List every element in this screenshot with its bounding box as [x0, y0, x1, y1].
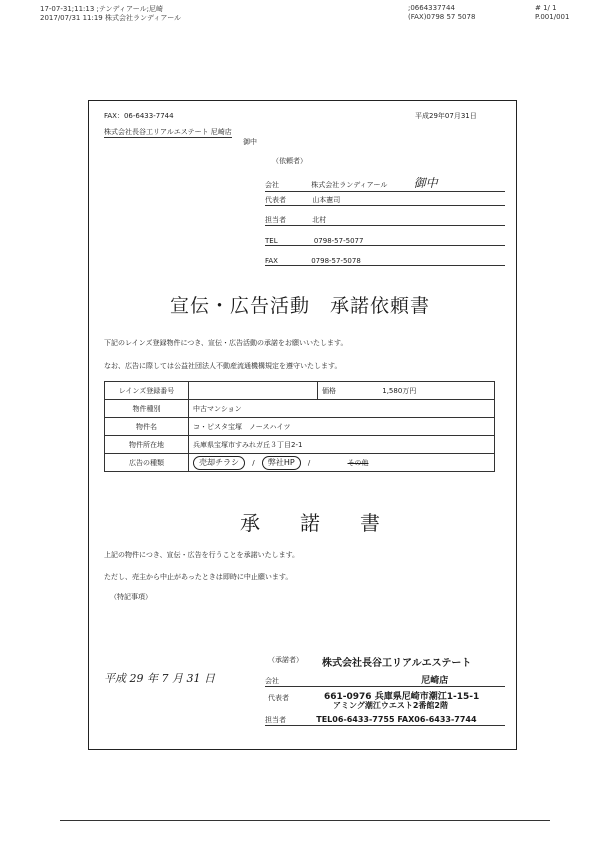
fax-header-left-top: 17-07-31;11:13 ;テンディアール;尼崎: [40, 5, 163, 13]
approver-address-2: アミング潮江ウエスト2番館2階: [333, 701, 448, 710]
table-row: [105, 382, 495, 400]
sender-company: 株式会社ランディアール: [311, 181, 388, 189]
sender-fax-row: [265, 257, 505, 266]
sender-contact-label: 担当者: [265, 216, 286, 224]
price-value: 1,580万円: [382, 386, 417, 395]
method-cell: [189, 454, 495, 472]
method-label: 広告の種類: [105, 454, 189, 472]
sender-tel-row: [265, 237, 505, 246]
method-other-struck: その他: [347, 458, 369, 467]
approval-line-2: ただし、売主から中止があったときは即時に中止願います。: [104, 573, 293, 581]
fax-to-number: FAX：06-6433-7744: [104, 112, 174, 120]
approval-special-note: （特記事項）: [110, 593, 152, 601]
approver-rep-label: 代表者: [268, 694, 289, 702]
reins-value: [189, 382, 318, 400]
table-row: [105, 454, 495, 472]
method-hp: 弊社HP: [262, 456, 301, 470]
addressee: 株式会社長谷工リアルエステート 尼崎店: [104, 128, 232, 136]
sender-rep-row: [265, 195, 505, 206]
document-date: 平成29年07月31日: [415, 112, 477, 120]
sender-company-note: 御中: [413, 176, 438, 190]
approval-line-1: 上記の物件につき、宣伝・広告を行うことを承諾いたします。: [104, 551, 300, 559]
approver-contact-label: 担当者: [265, 716, 286, 724]
approver-address-1: 661-0976 兵庫県尼崎市潮江1-15-1: [324, 692, 480, 702]
type-value: 中古マンション: [189, 400, 495, 418]
approver-branch-stamp: 尼崎店: [421, 676, 449, 686]
table-row: [105, 418, 495, 436]
type-label: 物件種別: [105, 400, 189, 418]
sender-fax-label: FAX: [265, 257, 278, 265]
price-cell: [318, 382, 495, 400]
sender-contact-row: [265, 215, 505, 226]
intro-line-2: なお、広告に際しては公益社団法人不動産流通機構規定を遵守いたします。: [104, 362, 342, 370]
approval-date: 平成 29 年 7 月 31 日: [104, 672, 215, 685]
method-separator: /: [307, 458, 311, 467]
property-table: [104, 381, 495, 472]
sender-company-label: 会社: [265, 181, 279, 189]
sender-rep: 山本憲司: [312, 196, 341, 204]
table-row: [105, 400, 495, 418]
table-row: [105, 436, 495, 454]
fax-header-center-bottom: (FAX)0798 57 5078: [408, 13, 476, 21]
method-flyer: 売却チラシ: [193, 456, 245, 470]
fax-header-right-bottom: P.001/001: [535, 13, 570, 21]
approver-company-stamp: 株式会社長谷工リアルエステート: [322, 658, 472, 669]
sender-fax: 0798-57-5078: [311, 257, 361, 265]
address-value: 兵庫県宝塚市すみれガ丘３丁目2-1: [189, 436, 495, 454]
method-separator: /: [252, 458, 255, 467]
reins-label: レインズ登録番号: [105, 382, 189, 400]
fax-header-center-top: ;0664337744: [408, 4, 455, 12]
sender-company-row: [265, 174, 505, 192]
sender-rep-label: 代表者: [265, 196, 286, 204]
approver-phone-stamp: TEL06-6433-7755 FAX06-6433-7744: [316, 715, 477, 724]
name-value: コ・ピスタ宝塚 ノースハイツ: [189, 418, 495, 436]
fax-header-left-bottom: 2017/07/31 11:19 株式会社ランディアール: [40, 14, 182, 22]
sender-tel: 0798-57-5077: [313, 237, 364, 245]
sender-label: （依頼者）: [272, 157, 307, 165]
addressee-honorific: 御中: [243, 138, 257, 146]
name-label: 物件名: [105, 418, 189, 436]
page-bottom-rule: [60, 820, 550, 821]
price-label: 価格: [322, 386, 336, 395]
approval-title: 承 諾 書: [240, 511, 380, 535]
document-title: 宣伝・広告活動 承諾依頼書: [170, 295, 431, 317]
fax-header-right-top: # 1/ 1: [535, 4, 557, 12]
sender-tel-label: TEL: [265, 237, 278, 245]
approver-company-row: [265, 673, 505, 687]
approver-company-label: 会社: [265, 677, 279, 685]
sender-contact: 北村: [312, 216, 327, 224]
address-label: 物件所在地: [105, 436, 189, 454]
approver-contact-row: [265, 715, 505, 726]
intro-line-1: 下記のレインズ登録物件につき、宣伝・広告活動の承諾をお願いいたします。: [104, 339, 348, 347]
approver-label: （承諾者）: [268, 656, 303, 664]
